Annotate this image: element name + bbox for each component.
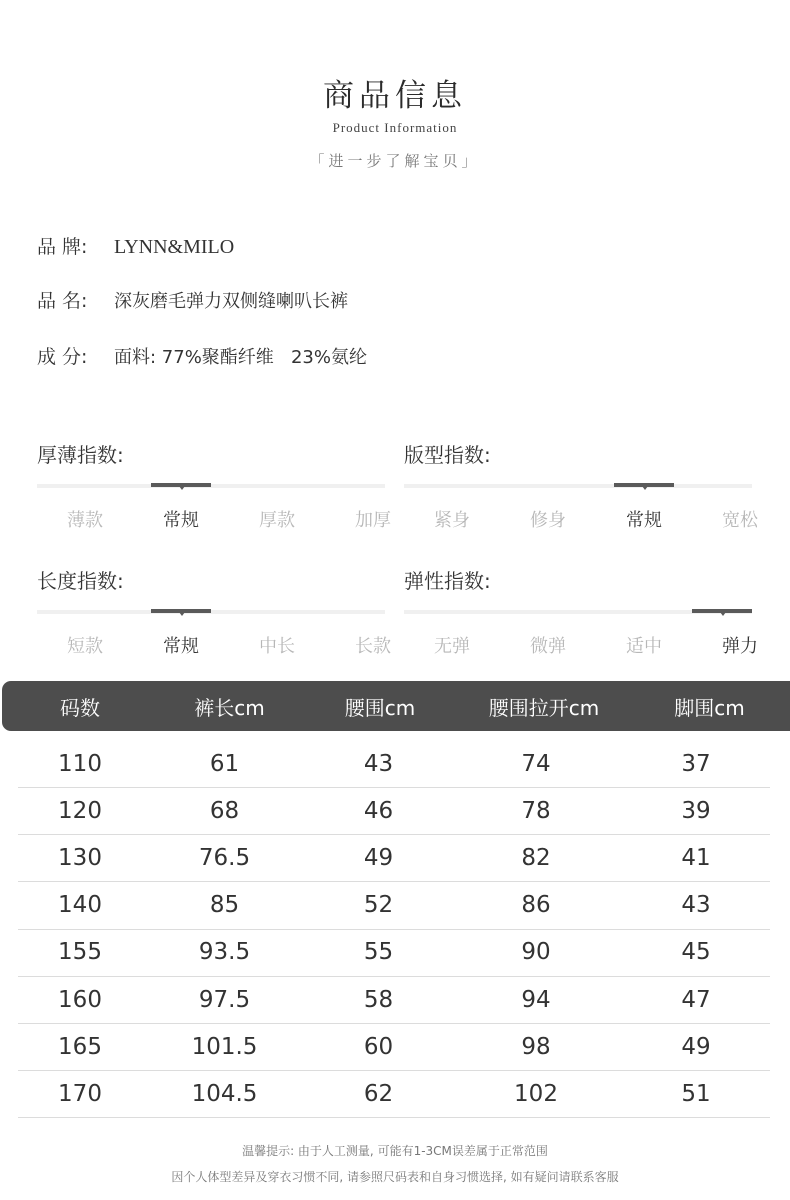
- index-option: 宽松: [722, 510, 758, 531]
- header-waist-stretched: 腰围拉开cm: [488, 695, 600, 720]
- index-group: [37, 566, 391, 658]
- table-cell: 61: [209, 750, 240, 777]
- index-slider-indicator: [614, 483, 674, 487]
- table-cell: 51: [681, 1080, 711, 1107]
- index-option: 长款: [355, 636, 391, 657]
- table-cell: 41: [681, 844, 711, 871]
- header-size: 码数: [60, 695, 100, 720]
- table-cell: 62: [363, 1080, 394, 1107]
- index-option: 中长: [259, 636, 295, 657]
- index-options: [37, 506, 421, 532]
- header-length: 裤长cm: [194, 695, 265, 720]
- composition-value: 面料: 77%聚酯纤维 23%氨纶: [114, 347, 367, 368]
- index-slider-indicator: [151, 609, 211, 613]
- table-cell: 160: [58, 986, 102, 1013]
- table-cell: 93.5: [198, 939, 251, 966]
- indicator-notch: [642, 486, 648, 490]
- index-slider-indicator: [151, 483, 211, 487]
- product-name-label: 品 名:: [37, 290, 88, 312]
- index-option-selected: 常规: [626, 510, 662, 531]
- table-row: [18, 834, 770, 882]
- index-title: 厚薄指数:: [37, 443, 124, 467]
- table-cell: 45: [681, 939, 711, 966]
- index-option-selected: 弹力: [722, 636, 758, 657]
- index-options: [37, 632, 421, 658]
- table-cell: 155: [58, 939, 102, 966]
- index-slider-track: [404, 610, 752, 614]
- table-cell: 37: [681, 750, 711, 777]
- table-cell: 49: [363, 844, 394, 871]
- table-row: [18, 787, 770, 835]
- info-composition: [37, 342, 367, 369]
- table-row: [18, 976, 770, 1024]
- index-option-selected: 常规: [163, 636, 199, 657]
- brand-label: 品 牌:: [37, 236, 88, 258]
- note-line-2: 因个人体型差异及穿衣习惯不同, 请参照尺码表和自身习惯选择, 如有疑问请联系客服: [171, 1170, 619, 1184]
- table-row: [18, 1023, 770, 1071]
- table-cell: 43: [681, 892, 711, 919]
- header-waist: 腰围cm: [344, 695, 416, 720]
- index-option-selected: 常规: [163, 510, 199, 531]
- table-row: [18, 740, 770, 788]
- table-cell: 68: [209, 797, 240, 824]
- table-cell: 60: [363, 1033, 394, 1060]
- table-cell: 94: [521, 986, 551, 1013]
- table-cell: 78: [521, 797, 551, 824]
- info-brand: [37, 232, 234, 259]
- table-cell: 43: [363, 750, 394, 777]
- info-product-name: [37, 286, 348, 313]
- table-row: [18, 882, 770, 930]
- table-cell: 120: [58, 797, 102, 824]
- table-cell: 85: [209, 892, 240, 919]
- page-title: 商品信息: [323, 78, 467, 114]
- table-cell: 104.5: [191, 1080, 258, 1107]
- table-cell: 82: [521, 844, 551, 871]
- table-cell: 90: [521, 939, 551, 966]
- index-title: 弹性指数:: [404, 569, 491, 593]
- index-group: [37, 440, 391, 532]
- index-slider-track: [37, 484, 385, 488]
- table-cell: 76.5: [198, 844, 251, 871]
- composition-label: 成 分:: [37, 346, 88, 368]
- index-option: 加厚: [355, 510, 391, 531]
- table-cell: 101.5: [191, 1033, 258, 1060]
- tagline: 「进一步了解宝贝」: [309, 152, 481, 170]
- table-cell: 49: [681, 1033, 711, 1060]
- index-option: 厚款: [259, 510, 295, 531]
- product-name-value: 深灰磨毛弹力双侧缝喇叭长裤: [114, 291, 348, 312]
- table-cell: 52: [363, 892, 394, 919]
- index-option: 短款: [67, 636, 103, 657]
- index-option: 适中: [626, 636, 662, 657]
- index-slider-indicator: [692, 609, 752, 613]
- index-group: [404, 566, 758, 658]
- table-cell: 74: [521, 750, 551, 777]
- page-subtitle: Product Information: [332, 120, 458, 135]
- indicator-notch: [179, 486, 185, 490]
- index-options: [404, 506, 788, 532]
- index-option: 修身: [530, 510, 566, 531]
- index-group: [404, 440, 758, 532]
- table-cell: 140: [58, 892, 102, 919]
- table-cell: 102: [514, 1080, 558, 1107]
- index-options: [404, 632, 788, 658]
- index-option: 薄款: [67, 510, 103, 531]
- index-title: 长度指数:: [37, 569, 124, 593]
- index-option: 紧身: [434, 510, 470, 531]
- table-row: [18, 1070, 770, 1118]
- size-table-header: [2, 681, 790, 731]
- header-leg-opening: 脚围cm: [674, 695, 745, 720]
- index-slider-track: [404, 484, 752, 488]
- table-cell: 47: [681, 986, 711, 1013]
- table-row: [18, 929, 770, 977]
- table-cell: 130: [58, 844, 102, 871]
- index-option: 无弹: [434, 636, 470, 657]
- indicator-notch: [179, 612, 185, 616]
- table-cell: 86: [521, 892, 551, 919]
- note-line-1: 温馨提示: 由于人工测量, 可能有1-3CM误差属于正常范围: [242, 1144, 548, 1158]
- section-header: [0, 74, 790, 136]
- table-cell: 110: [58, 750, 102, 777]
- index-option: 微弹: [530, 636, 566, 657]
- table-cell: 98: [521, 1033, 551, 1060]
- brand-value: LYNN&MILO: [114, 236, 235, 258]
- table-cell: 165: [58, 1033, 102, 1060]
- table-cell: 97.5: [198, 986, 251, 1013]
- table-cell: 170: [58, 1080, 102, 1107]
- table-cell: 46: [363, 797, 394, 824]
- index-slider-track: [37, 610, 385, 614]
- table-cell: 39: [681, 797, 711, 824]
- indicator-notch: [720, 612, 726, 616]
- table-cell: 58: [363, 986, 394, 1013]
- table-cell: 55: [363, 939, 394, 966]
- index-title: 版型指数:: [404, 443, 491, 467]
